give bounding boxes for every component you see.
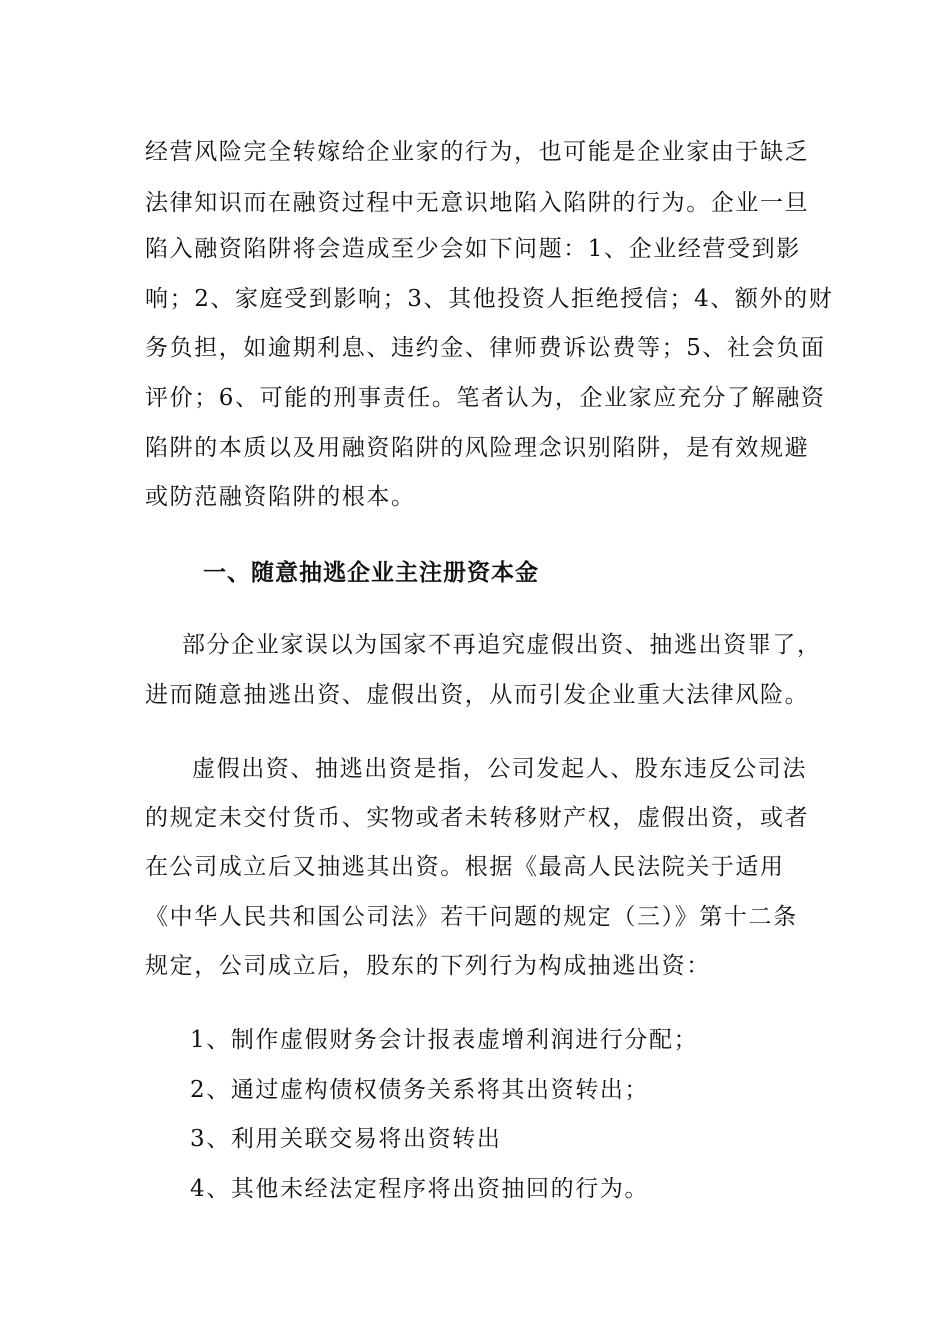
list-item: 2、通过虚构债权债务关系将其出资转出； <box>190 1077 650 1103</box>
intro-line: 评价；6、可能的刑事责任。笔者认为，企业家应充分了解融资 <box>145 385 826 411</box>
intro-line: 陷入融资陷阱将会造成至少会如下问题：1、企业经营受到影 <box>145 236 801 262</box>
paragraph-line: 虚假出资、抽逃出资是指，公司发起人、股东违反公司法 <box>192 756 807 782</box>
intro-line: 响；2、家庭受到影响；3、其他投资人拒绝授信；4、额外的财 <box>145 286 834 312</box>
paragraph-line: 《中华人民共和国公司法》若干问题的规定（三）》第十二条 <box>145 904 798 930</box>
paragraph-line: 的规定未交付货币、实物或者未转移财产权，虚假出资，或者 <box>145 805 810 831</box>
section-heading: 一、随意抽逃企业主注册资本金 <box>203 559 539 586</box>
intro-line: 法律知识而在融资过程中无意识地陷入陷阱的行为。企业一旦 <box>145 190 810 216</box>
intro-line: 经营风险完全转嫁给企业家的行为，也可能是企业家由于缺乏 <box>145 139 810 165</box>
list-item: 1、制作虚假财务会计报表虚增利润进行分配； <box>190 1027 699 1053</box>
list-item: 4、其他未经法定程序将出资抽回的行为。 <box>190 1176 650 1202</box>
paragraph-line: 部分企业家误以为国家不再追究虚假出资、抽逃出资罪了， <box>182 632 822 658</box>
intro-line: 务负担，如逾期利息、违约金、律师费诉讼费等；5、社会负面 <box>145 335 826 361</box>
paragraph-line: 规定，公司成立后，股东的下列行为构成抽逃出资： <box>145 953 711 979</box>
paragraph-line: 在公司成立后又抽逃其出资。根据《最高人民法院关于适用 <box>145 854 785 880</box>
intro-line: 或防范融资陷阱的根本。 <box>145 484 416 510</box>
list-item: 3、利用关联交易将出资转出 <box>190 1126 502 1152</box>
intro-line: 陷阱的本质以及用融资陷阱的风险理念识别陷阱，是有效规避 <box>145 435 810 461</box>
paragraph-line: 进而随意抽逃出资、虚假出资，从而引发企业重大法律风险。 <box>145 682 810 708</box>
